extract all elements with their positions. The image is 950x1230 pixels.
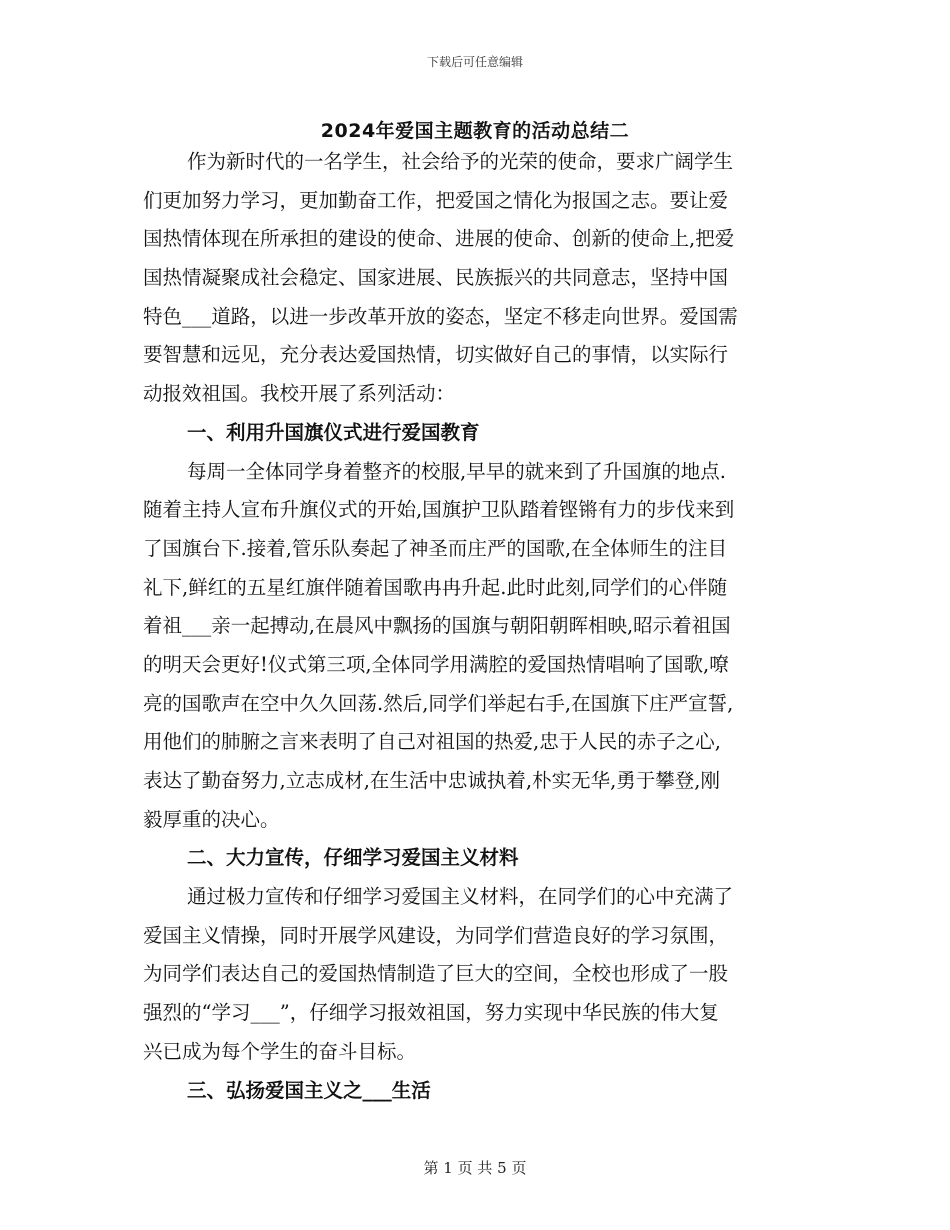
paragraph-line: 每周一全体同学身着整齐的校服,早早的就来到了升国旗的地点. — [187, 459, 726, 483]
paragraph-line: 国热情凝聚成社会稳定、国家进展、民族振兴的共同意志，坚持中国 — [143, 266, 729, 290]
paragraph-line: 动报效祖国。我校开展了系列活动： — [143, 382, 456, 406]
paragraph-line: 特色___道路，以进一步改革开放的姿态，坚定不移走向世界。爱国需 — [143, 304, 738, 328]
paragraph-line: 毅厚重的决心。 — [143, 807, 280, 831]
paragraph-line: 要智慧和远见，充分表达爱国热情，切实做好自己的事情，以实际行 — [143, 343, 729, 367]
paragraph-line: 表达了勤奋努力,立志成材,在生活中忠诚执着,朴实无华,勇于攀登,刚 — [143, 769, 720, 792]
paragraph-line: 作为新时代的一名学生，社会给予的光荣的使命，要求广阔学生 — [187, 150, 734, 173]
paragraph-line: 着祖___亲一起搏动,在晨风中飘扬的国旗与朝阳朝晖相映,昭示着祖国 — [143, 614, 731, 638]
paragraph-line: 用他们的肺腑之言来表明了自己对祖国的热爱,忠于人民的赤子之心, — [143, 730, 721, 754]
document-title: 2024年爱国主题教育的活动总结二 — [320, 120, 630, 142]
paragraph-line: 的明天会更好!仪式第三项,全体同学用满腔的爱国热情唱响了国歌,嘹 — [143, 652, 729, 676]
paragraph-line: 通过极力宣传和仔细学习爱国主义材料，在同学们的心中充满了 — [187, 885, 734, 909]
page-footer: 第 1 页 共 5 页 — [423, 1159, 527, 1177]
section-heading: 三、弘扬爱国主义之___生活 — [187, 1078, 431, 1102]
paragraph-line: 国热情体现在所承担的建设的使命、进展的使命、创新的使命上,把爱 — [143, 227, 735, 251]
document-body — [143, 143, 813, 1110]
paragraph-line: 兴已成为每个学生的奋斗目标。 — [143, 1039, 417, 1063]
section-heading: 二、大力宣传，仔细学习爱国主义材料 — [187, 846, 519, 870]
paragraph-line: 们更加努力学习，更加勤奋工作，把爱国之情化为报国之志。要让爱 — [143, 188, 729, 212]
paragraph-line: 爱国主义情操，同时开展学风建设，为同学们营造良好的学习氛围， — [143, 923, 729, 947]
paragraph-line: 了国旗台下.接着,管乐队奏起了神圣而庄严的国歌,在全体师生的注目 — [143, 536, 728, 560]
paragraph-line: 为同学们表达自己的爱国热情制造了巨大的空间，全校也形成了一股 — [143, 962, 729, 986]
paragraph-line: 亮的国歌声在空中久久回荡.然后,同学们举起右手,在国旗下庄严宣誓, — [143, 691, 734, 715]
section-heading: 一、利用升国旗仪式进行爱国教育 — [187, 420, 480, 444]
page-header: 下载后可任意编辑 — [426, 55, 523, 69]
paragraph-line: 强烈的“学习___”，仔细学习报效祖国，努力实现中华民族的伟大复 — [143, 1001, 719, 1025]
paragraph-line: 礼下,鲜红的五星红旗伴随着国歌冉冉升起.此时此刻,同学们的心伴随 — [143, 575, 728, 599]
paragraph-line: 随着主持人宣布升旗仪式的开始,国旗护卫队踏着铿锵有力的步伐来到 — [143, 498, 735, 522]
